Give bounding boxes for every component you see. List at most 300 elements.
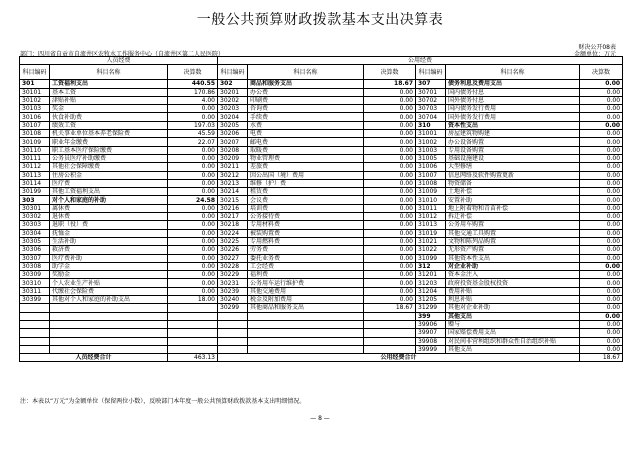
amount-cell: 0.00	[364, 229, 416, 237]
amount-cell: 0.00	[580, 204, 623, 212]
name-cell: 利息补贴	[446, 296, 580, 304]
amount-cell: 45.59	[168, 130, 218, 138]
name-cell: 被装购置费	[248, 229, 364, 237]
amount-cell: 0.00	[168, 113, 218, 121]
name-cell	[248, 312, 364, 320]
name-cell: 维修（护）费	[248, 179, 364, 187]
amount-cell: 18.67	[364, 304, 416, 312]
code-cell: 30107	[20, 121, 50, 129]
code-cell: 30207	[218, 138, 248, 146]
code-cell: 30303	[20, 221, 50, 229]
amount-cell: 0.00	[580, 304, 623, 312]
amount-cell: 0.00	[364, 113, 416, 121]
code-cell: 30108	[20, 130, 50, 138]
code-cell: 31011	[416, 204, 446, 212]
name-cell: 津贴补贴	[50, 96, 168, 104]
name-cell: 奖励金	[50, 271, 168, 279]
code-cell	[20, 312, 50, 320]
amount-cell: 0.00	[580, 287, 623, 295]
table-row	[20, 121, 623, 129]
table-row	[20, 296, 623, 304]
amount-cell: 24.58	[168, 196, 218, 204]
code-cell: 30111	[20, 154, 50, 162]
header-name: 科目名称	[446, 65, 580, 80]
name-cell: 取暖费	[248, 146, 364, 154]
amount-cell: 0.00	[580, 113, 623, 121]
personnel-total-value: 463.13	[168, 354, 218, 362]
amount-cell: 0.00	[168, 105, 218, 113]
code-cell: 30103	[20, 105, 50, 113]
code-cell: 31203	[416, 279, 446, 287]
table-row	[20, 88, 623, 96]
code-cell: 399	[416, 312, 446, 320]
code-cell: 30211	[218, 163, 248, 171]
code-cell: 31007	[416, 171, 446, 179]
name-cell: 培训费	[248, 204, 364, 212]
name-cell: 代缴社会保险费	[50, 287, 168, 295]
table-row	[20, 80, 623, 88]
header-amount: 决算数	[168, 65, 218, 80]
amount-cell: 0.00	[580, 271, 623, 279]
code-cell	[20, 337, 50, 345]
code-cell: 30212	[218, 171, 248, 179]
name-cell: 医疗费	[50, 179, 168, 187]
name-cell: 国内债务发行费用	[446, 105, 580, 113]
code-cell: 30240	[218, 296, 248, 304]
code-cell: 31005	[416, 154, 446, 162]
name-cell: 抚恤金	[50, 229, 168, 237]
header-name: 科目名称	[50, 65, 168, 80]
table-row	[20, 345, 623, 353]
code-cell: 30201	[218, 88, 248, 96]
name-cell: 生活补助	[50, 237, 168, 245]
public-total-value: 18.67	[580, 354, 623, 362]
name-cell: 办公设备购置	[446, 138, 580, 146]
amount-cell: 18.67	[364, 80, 416, 88]
name-cell: 租赁费	[248, 188, 364, 196]
table-row	[20, 337, 623, 345]
name-cell: 会议费	[248, 196, 364, 204]
table-row	[20, 138, 623, 146]
code-cell: 30301	[20, 204, 50, 212]
code-cell: 30213	[218, 179, 248, 187]
code-cell: 30702	[416, 96, 446, 104]
amount-cell	[168, 304, 218, 312]
code-cell: 310	[416, 121, 446, 129]
amount-cell: 0.00	[364, 262, 416, 270]
code-cell: 30309	[20, 271, 50, 279]
code-cell: 31201	[416, 271, 446, 279]
name-cell: 对民间非营利组织和群众性自治组织补贴	[446, 337, 580, 345]
name-cell	[248, 320, 364, 328]
code-cell: 30310	[20, 279, 50, 287]
amount-cell: 0.00	[580, 96, 623, 104]
amount-cell	[364, 312, 416, 320]
amount-cell: 0.00	[364, 138, 416, 146]
code-cell: 30205	[218, 121, 248, 129]
code-cell: 31204	[416, 287, 446, 295]
code-cell: 30102	[20, 96, 50, 104]
code-cell	[218, 312, 248, 320]
code-cell: 31006	[416, 163, 446, 171]
name-cell: 机关事业单位基本养老保险费	[50, 130, 168, 138]
name-cell: 工会经费	[248, 262, 364, 270]
amount-cell: 0.00	[364, 146, 416, 154]
amount-cell: 0.00	[580, 221, 623, 229]
table-row	[20, 312, 623, 320]
name-cell: 其他对企业补助	[446, 304, 580, 312]
page-title: 一般公共预算财政拨款基本支出决算表	[196, 12, 444, 28]
amount-cell: 0.00	[364, 105, 416, 113]
amount-cell: 0.00	[364, 254, 416, 262]
amount-cell: 0.00	[580, 345, 623, 353]
amount-cell: 0.00	[580, 337, 623, 345]
table-row	[20, 154, 623, 162]
name-cell: 助学金	[50, 262, 168, 270]
name-cell: 拆迁补偿	[446, 213, 580, 221]
code-cell: 30206	[218, 130, 248, 138]
table-row	[20, 130, 623, 138]
header-code: 科目编码	[218, 65, 248, 80]
code-cell: 30307	[20, 254, 50, 262]
table-row	[20, 196, 623, 204]
code-cell: 30704	[416, 113, 446, 121]
amount-cell: 0.00	[364, 171, 416, 179]
code-cell: 39999	[416, 345, 446, 353]
code-cell: 30399	[20, 296, 50, 304]
code-cell: 30225	[218, 237, 248, 245]
code-cell: 30218	[218, 221, 248, 229]
table-row	[20, 279, 623, 287]
table-row	[20, 237, 623, 245]
header-public: 公用经费	[218, 57, 623, 65]
table-row	[20, 179, 623, 187]
name-cell	[248, 337, 364, 345]
code-cell: 30224	[218, 229, 248, 237]
code-cell: 30227	[218, 254, 248, 262]
amount-cell: 0.00	[364, 213, 416, 221]
amount-cell: 0.00	[168, 229, 218, 237]
amount-cell	[168, 320, 218, 328]
code-cell: 31002	[416, 138, 446, 146]
code-cell: 30239	[218, 287, 248, 295]
amount-cell: 440.55	[168, 80, 218, 88]
amount-cell: 0.00	[580, 237, 623, 245]
code-cell: 31021	[416, 237, 446, 245]
amount-cell: 0.00	[364, 196, 416, 204]
table-row	[20, 221, 623, 229]
amount-cell: 0.00	[364, 271, 416, 279]
amount-cell: 0.00	[168, 287, 218, 295]
name-cell: 离休费	[50, 204, 168, 212]
table-row	[20, 287, 623, 295]
name-cell: 对企业补助	[446, 262, 580, 270]
code-cell: 31205	[416, 296, 446, 304]
table-row	[20, 254, 623, 262]
table-row	[20, 171, 623, 179]
name-cell: 信息网络及软件购置更新	[446, 171, 580, 179]
code-cell	[218, 337, 248, 345]
name-cell: 物业管理费	[248, 154, 364, 162]
table-row	[20, 229, 623, 237]
code-cell: 312	[416, 262, 446, 270]
amount-cell: 0.00	[580, 121, 623, 129]
amount-cell: 0.00	[364, 287, 416, 295]
name-cell: 救济费	[50, 246, 168, 254]
name-cell: 公务员医疗补助缴费	[50, 154, 168, 162]
header-code: 科目编码	[416, 65, 446, 80]
name-cell: 伙食补助费	[50, 113, 168, 121]
name-cell: 福利费	[248, 271, 364, 279]
code-cell: 31009	[416, 188, 446, 196]
name-cell: 土地补偿	[446, 188, 580, 196]
table-row	[20, 105, 623, 113]
personnel-total-label: 人员经费合计	[20, 354, 168, 362]
name-cell: 其他交通费用	[248, 287, 364, 295]
amount-cell: 0.00	[168, 271, 218, 279]
name-cell	[50, 345, 168, 353]
name-cell: 邮电费	[248, 138, 364, 146]
name-cell: 大型修缮	[446, 163, 580, 171]
code-cell: 30214	[218, 188, 248, 196]
name-cell: 无形资产购置	[446, 246, 580, 254]
code-cell: 30114	[20, 179, 50, 187]
code-cell: 301	[20, 80, 50, 88]
name-cell: 资本金注入	[446, 271, 580, 279]
code-cell: 31099	[416, 254, 446, 262]
amount-cell: 0.00	[580, 88, 623, 96]
amount-cell: 0.00	[364, 154, 416, 162]
code-cell: 307	[416, 80, 446, 88]
code-cell: 31299	[416, 304, 446, 312]
name-cell: 文物和陈列品购置	[446, 237, 580, 245]
amount-cell: 4.00	[168, 96, 218, 104]
table-row	[20, 188, 623, 196]
amount-cell: 0.00	[168, 171, 218, 179]
name-cell: 地上附着物和青苗补偿	[446, 204, 580, 212]
amount-cell: 0.00	[168, 254, 218, 262]
code-cell: 30305	[20, 237, 50, 245]
name-cell: 印刷费	[248, 96, 364, 104]
amount-cell: 0.00	[580, 296, 623, 304]
name-cell: 办公费	[248, 88, 364, 96]
name-cell: 住房公积金	[50, 171, 168, 179]
name-cell: 税金及附加费用	[248, 296, 364, 304]
name-cell: 国内债务付息	[446, 88, 580, 96]
amount-cell: 0.00	[580, 188, 623, 196]
code-cell: 30112	[20, 163, 50, 171]
expenditure-table	[19, 56, 623, 362]
name-cell: 退职（役）费	[50, 221, 168, 229]
code-cell	[20, 304, 50, 312]
header-personnel: 人员经费	[20, 57, 218, 65]
amount-cell: 0.00	[580, 320, 623, 328]
name-cell	[50, 304, 168, 312]
amount-cell: 0.00	[364, 88, 416, 96]
code-cell	[218, 329, 248, 337]
amount-cell	[168, 345, 218, 353]
amount-cell: 0.00	[364, 179, 416, 187]
code-cell: 30216	[218, 204, 248, 212]
name-cell: 工资福利支出	[50, 80, 168, 88]
name-cell: 电费	[248, 130, 364, 138]
amount-cell: 0.00	[168, 213, 218, 221]
code-cell: 39908	[416, 337, 446, 345]
amount-cell: 0.00	[364, 296, 416, 304]
code-cell: 30209	[218, 154, 248, 162]
amount-cell: 0.00	[580, 196, 623, 204]
name-cell: 对个人和家庭的补助	[50, 196, 168, 204]
amount-cell: 0.00	[364, 279, 416, 287]
name-cell: 公务接待费	[248, 213, 364, 221]
name-cell: 其他资本性支出	[446, 254, 580, 262]
amount-cell: 0.00	[580, 262, 623, 270]
code-cell: 303	[20, 196, 50, 204]
name-cell: 国外债务付息	[446, 96, 580, 104]
amount-cell: 0.00	[580, 246, 623, 254]
code-cell: 30228	[218, 262, 248, 270]
name-cell: 国外债务发行费用	[446, 113, 580, 121]
code-cell	[20, 345, 50, 353]
amount-cell: 0.00	[168, 237, 218, 245]
table-row	[20, 204, 623, 212]
name-cell: 医疗费补助	[50, 254, 168, 262]
name-cell: 个人农业生产补贴	[50, 279, 168, 287]
amount-cell: 0.00	[364, 163, 416, 171]
code-cell: 30215	[218, 196, 248, 204]
name-cell: 公务用车运行维护费	[248, 279, 364, 287]
amount-cell: 0.00	[364, 246, 416, 254]
name-cell: 商品和服务支出	[248, 80, 364, 88]
name-cell: 其他支出	[446, 345, 580, 353]
amount-cell: 170.86	[168, 88, 218, 96]
name-cell: 职工基本医疗保险缴费	[50, 146, 168, 154]
unit-label: 金额单位：万元	[573, 51, 616, 58]
table-row	[20, 213, 623, 221]
name-cell: 其他社会保障缴费	[50, 163, 168, 171]
code-cell: 39907	[416, 329, 446, 337]
code-cell	[218, 345, 248, 353]
amount-cell: 0.00	[364, 121, 416, 129]
code-cell: 30299	[218, 304, 248, 312]
table-row	[20, 96, 623, 104]
code-cell: 30703	[416, 105, 446, 113]
department-label: 部门：四川省自贡市自流井区农牧水工作服务中心（自流井区第二人民医院）	[20, 51, 225, 58]
table-row	[20, 113, 623, 121]
table-row	[20, 271, 623, 279]
name-cell: 专用材料费	[248, 221, 364, 229]
name-cell: 其他商品和服务支出	[248, 304, 364, 312]
page-number: — 8 —	[310, 415, 330, 422]
code-cell: 30113	[20, 171, 50, 179]
public-total-label: 公用经费合计	[218, 354, 580, 362]
name-cell: 水费	[248, 121, 364, 129]
code-cell: 30109	[20, 138, 50, 146]
code-cell: 30226	[218, 246, 248, 254]
name-cell: 专用设备购置	[446, 146, 580, 154]
amount-cell	[364, 337, 416, 345]
amount-cell: 0.00	[168, 262, 218, 270]
header-amount: 决算数	[364, 65, 416, 80]
code-cell: 302	[218, 80, 248, 88]
amount-cell: 0.00	[168, 221, 218, 229]
name-cell	[248, 329, 364, 337]
code-cell: 39906	[416, 320, 446, 328]
table-row	[20, 262, 623, 270]
code-cell	[218, 320, 248, 328]
name-cell: 基础设施建设	[446, 154, 580, 162]
name-cell: 费用补贴	[446, 287, 580, 295]
amount-cell: 0.00	[168, 154, 218, 162]
code-cell: 30308	[20, 262, 50, 270]
name-cell: 资本性支出	[446, 121, 580, 129]
code-cell: 31003	[416, 146, 446, 154]
amount-cell: 22.07	[168, 138, 218, 146]
code-cell: 30106	[20, 113, 50, 121]
code-cell: 30701	[416, 88, 446, 96]
form-code: 财决公开08表	[578, 44, 616, 51]
name-cell: 手续费	[248, 113, 364, 121]
code-cell	[20, 329, 50, 337]
amount-cell: 0.00	[580, 163, 623, 171]
name-cell: 政府投资基金股权投资	[446, 279, 580, 287]
table-row	[20, 163, 623, 171]
table-row	[20, 146, 623, 154]
code-cell: 30199	[20, 188, 50, 196]
amount-cell: 0.00	[168, 204, 218, 212]
code-cell: 31012	[416, 213, 446, 221]
name-cell: 其他对个人和家庭的补助支出	[50, 296, 168, 304]
amount-cell	[364, 329, 416, 337]
name-cell: 其他交通工具购置	[446, 229, 580, 237]
amount-cell: 0.00	[580, 171, 623, 179]
name-cell: 房屋建筑物购建	[446, 130, 580, 138]
amount-cell: 0.00	[364, 237, 416, 245]
code-cell: 30231	[218, 279, 248, 287]
name-cell: 债务利息及费用支出	[446, 80, 580, 88]
amount-cell: 0.00	[168, 279, 218, 287]
footnote: 注：本表以“万元”为金额单位（保留两位小数），反映部门本年度一般公共预算财政拨款基本支出明细情况。	[20, 398, 306, 405]
amount-cell: 0.00	[364, 96, 416, 104]
name-cell: 差旅费	[248, 163, 364, 171]
name-cell: 委托业务费	[248, 254, 364, 262]
name-cell: 安置补助	[446, 196, 580, 204]
amount-cell	[364, 320, 416, 328]
amount-cell: 0.00	[580, 138, 623, 146]
name-cell: 公务用车购置	[446, 221, 580, 229]
code-cell: 31013	[416, 221, 446, 229]
amount-cell: 18.00	[168, 296, 218, 304]
amount-cell: 0.00	[580, 146, 623, 154]
name-cell: 绩效工资	[50, 121, 168, 129]
code-cell	[20, 320, 50, 328]
name-cell: 赠与	[446, 320, 580, 328]
code-cell: 30302	[20, 213, 50, 221]
amount-cell: 0.00	[364, 130, 416, 138]
table-row	[20, 304, 623, 312]
name-cell: 咨询费	[248, 105, 364, 113]
code-cell: 30304	[20, 229, 50, 237]
code-cell: 30202	[218, 96, 248, 104]
name-cell: 退休费	[50, 213, 168, 221]
amount-cell: 0.00	[580, 154, 623, 162]
amount-cell	[168, 312, 218, 320]
amount-cell: 197.03	[168, 121, 218, 129]
name-cell: 其他工资福利支出	[50, 188, 168, 196]
amount-cell: 0.00	[168, 163, 218, 171]
amount-cell: 0.00	[580, 279, 623, 287]
name-cell: 劳务费	[248, 246, 364, 254]
